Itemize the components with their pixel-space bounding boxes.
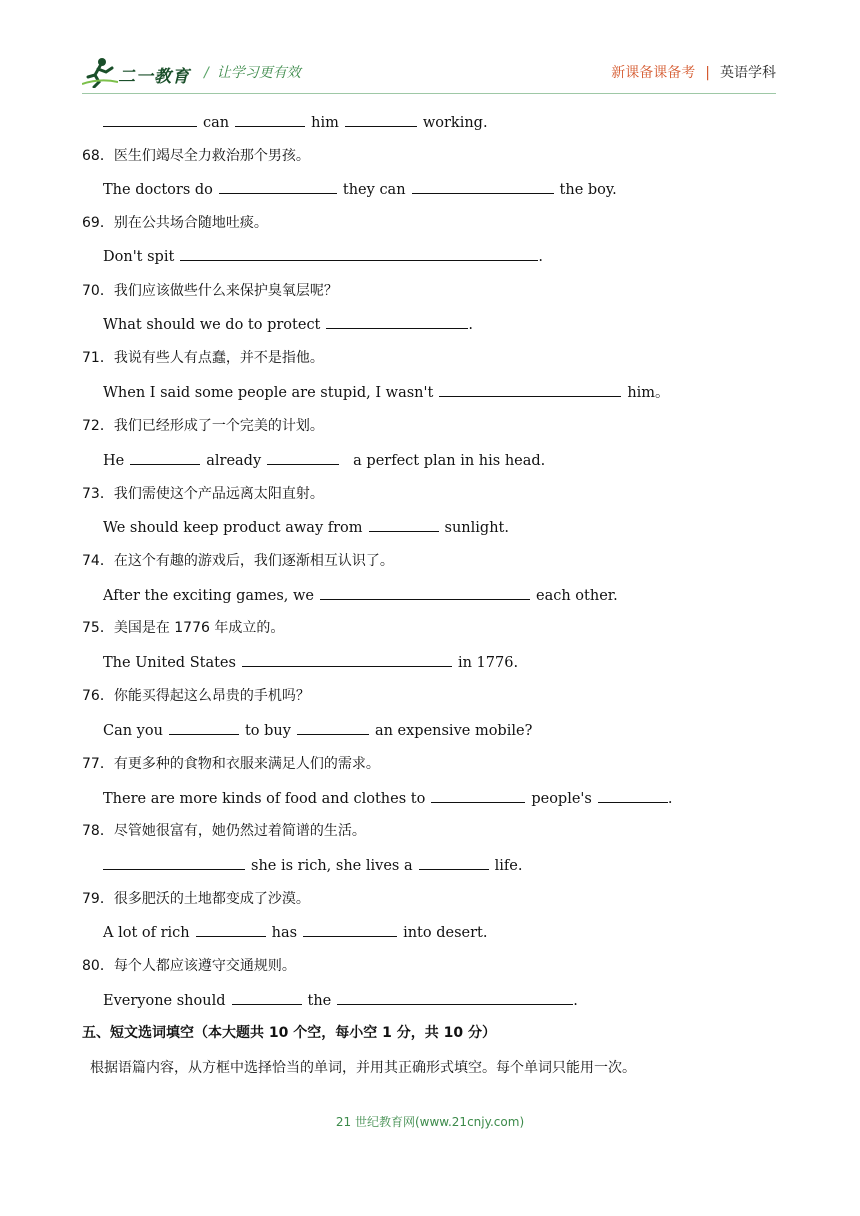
question-69-chinese bbox=[82, 213, 268, 233]
blank[interactable] bbox=[232, 990, 302, 1005]
question-number: 80． bbox=[82, 958, 114, 974]
text-part: What should we do to protect bbox=[103, 317, 321, 333]
question-number: 68． bbox=[82, 148, 114, 164]
text-part: the bbox=[307, 993, 332, 1009]
header-course-label: 新课备课备考 bbox=[611, 65, 696, 81]
question-number: 72． bbox=[82, 418, 114, 434]
text-part: . bbox=[538, 249, 543, 265]
text-part: . bbox=[468, 317, 473, 333]
slogan bbox=[204, 62, 301, 82]
chinese-sentence: 我们已经形成了一个完美的计划。 bbox=[113, 418, 324, 434]
blank[interactable] bbox=[303, 922, 397, 937]
question-74-english bbox=[103, 585, 618, 606]
chinese-sentence: 我们需使这个产品远离太阳直射。 bbox=[113, 486, 324, 502]
blank[interactable] bbox=[598, 788, 668, 803]
chinese-sentence: 我们应该做些什么来保护臭氧层呢？ bbox=[113, 283, 338, 299]
slogan-text: 让学习更有效 bbox=[216, 65, 301, 81]
question-number: 74． bbox=[82, 553, 114, 569]
question-73-english bbox=[103, 517, 509, 538]
question-number: 79． bbox=[82, 891, 114, 907]
chinese-sentence: 你能买得起这么昂贵的手机吗？ bbox=[113, 688, 310, 704]
blank[interactable] bbox=[235, 112, 305, 127]
text-part: to buy bbox=[244, 723, 291, 739]
question-80-english bbox=[103, 990, 578, 1011]
text-part: Everyone should bbox=[103, 993, 226, 1009]
chinese-sentence: 别在公共场合随地吐痰。 bbox=[113, 215, 268, 231]
question-72-english bbox=[103, 450, 545, 471]
question-76-english bbox=[103, 720, 532, 741]
text-part: A lot of rich bbox=[103, 925, 190, 941]
text-part: . bbox=[667, 791, 673, 807]
section-instruction: 根据语篇内容，从方框中选择恰当的单词，并用其正确形式填空。每个单词只能用一次。 bbox=[90, 1060, 636, 1076]
text-part: she is rich, she lives a bbox=[251, 858, 413, 874]
question-68-english bbox=[103, 179, 617, 200]
blank[interactable] bbox=[439, 382, 621, 397]
text-part: Don't spit bbox=[103, 249, 175, 265]
chinese-sentence: 每个人都应该遵守交通规则。 bbox=[113, 958, 296, 974]
runner-logo-icon bbox=[82, 56, 118, 88]
question-76-chinese bbox=[82, 686, 310, 706]
question-70-english bbox=[103, 314, 473, 335]
blank[interactable] bbox=[196, 922, 266, 937]
blank[interactable] bbox=[103, 855, 245, 870]
text-part: a perfect plan in his head. bbox=[353, 453, 546, 469]
question-number: 69． bbox=[82, 215, 114, 231]
blank[interactable] bbox=[369, 517, 439, 532]
question-68-chinese bbox=[82, 146, 310, 166]
question-79-chinese bbox=[82, 889, 310, 909]
text-part: people's bbox=[531, 791, 592, 807]
text-part: sunlight. bbox=[444, 520, 509, 536]
text-part: can bbox=[203, 115, 230, 131]
question-79-english bbox=[103, 922, 487, 943]
sentence-67-english bbox=[103, 112, 488, 133]
blank[interactable] bbox=[297, 720, 369, 735]
text-part: . bbox=[573, 993, 578, 1009]
text-part: He bbox=[103, 453, 125, 469]
blank[interactable] bbox=[326, 314, 468, 329]
page-footer: 21 世纪教育网(www.21cnjy.com) bbox=[335, 1115, 525, 1129]
text-part: life. bbox=[494, 858, 523, 874]
header-separator: | bbox=[705, 65, 710, 81]
question-number: 75． bbox=[82, 620, 114, 636]
text-part: they can bbox=[342, 182, 406, 198]
logo bbox=[82, 56, 194, 88]
chinese-sentence: 很多肥沃的土地都变成了沙漠。 bbox=[113, 891, 310, 907]
question-number: 76． bbox=[82, 688, 114, 704]
blank[interactable] bbox=[219, 179, 337, 194]
text-part: already bbox=[206, 453, 262, 469]
blank[interactable] bbox=[130, 450, 200, 465]
blank[interactable] bbox=[242, 652, 452, 667]
text-part: working. bbox=[422, 115, 488, 131]
blank[interactable] bbox=[431, 788, 525, 803]
question-75-english bbox=[103, 652, 518, 673]
section-title: 五、短文选词填空（本大题共 10 个空，每小空 1 分，共 10 分） bbox=[82, 1025, 496, 1041]
header-subject bbox=[611, 62, 776, 82]
blank[interactable] bbox=[345, 112, 417, 127]
text-part: Can you bbox=[103, 723, 163, 739]
chinese-sentence: 有更多种的食物和衣服来满足人们的需求。 bbox=[113, 756, 380, 772]
question-number: 71． bbox=[82, 350, 114, 366]
question-75-chinese bbox=[82, 618, 284, 638]
blank[interactable] bbox=[412, 179, 554, 194]
logo-text: 二一教育 bbox=[118, 67, 190, 87]
question-80-chinese bbox=[82, 956, 296, 976]
question-69-english bbox=[103, 246, 543, 267]
blank[interactable] bbox=[169, 720, 239, 735]
blank[interactable] bbox=[267, 450, 339, 465]
chinese-sentence: 在这个有趣的游戏后，我们逐渐相互认识了。 bbox=[113, 553, 394, 569]
page-header bbox=[82, 52, 776, 92]
text-part: The doctors do bbox=[103, 182, 213, 198]
chinese-sentence: 尽管她很富有，她仍然过着简谱的生活。 bbox=[113, 823, 366, 839]
chinese-sentence: 医生们竭尽全力救治那个男孩。 bbox=[113, 148, 310, 164]
question-number: 78． bbox=[82, 823, 114, 839]
question-72-chinese bbox=[82, 416, 324, 436]
text-part: him。 bbox=[627, 385, 670, 401]
question-number: 77． bbox=[82, 756, 114, 772]
question-number: 73． bbox=[82, 486, 114, 502]
question-74-chinese bbox=[82, 551, 394, 571]
header-rule bbox=[82, 93, 776, 94]
question-78-chinese bbox=[82, 821, 366, 841]
blank[interactable] bbox=[103, 112, 197, 127]
text-part: The United States bbox=[103, 655, 236, 671]
question-77-chinese bbox=[82, 754, 380, 774]
blank[interactable] bbox=[419, 855, 489, 870]
text-part: the boy. bbox=[559, 182, 617, 198]
question-77-english bbox=[103, 788, 672, 809]
text-part: each other. bbox=[536, 588, 618, 604]
text-part: When I said some people are stupid, I wasn't bbox=[103, 385, 434, 401]
question-71-english bbox=[103, 382, 670, 403]
blank[interactable] bbox=[180, 246, 538, 261]
blank[interactable] bbox=[337, 990, 573, 1005]
header-subject-label: 英语学科 bbox=[720, 65, 776, 81]
blank[interactable] bbox=[320, 585, 530, 600]
text-part: into desert. bbox=[403, 925, 488, 941]
text-part: There are more kinds of food and clothes to bbox=[103, 791, 426, 807]
text-part: has bbox=[271, 925, 298, 941]
text-part: an expensive mobile? bbox=[374, 723, 533, 739]
text-part: After the exciting games, we bbox=[103, 588, 315, 604]
question-number: 70． bbox=[82, 283, 114, 299]
question-71-chinese bbox=[82, 348, 324, 368]
text-part: We should keep product away from bbox=[103, 520, 363, 536]
chinese-sentence: 我说有些人有点蠢，并不是指他。 bbox=[113, 350, 324, 366]
question-70-chinese bbox=[82, 281, 338, 301]
question-73-chinese bbox=[82, 484, 324, 504]
question-78-english bbox=[103, 855, 522, 876]
slogan-slash: / bbox=[204, 65, 209, 81]
text-part: him bbox=[311, 115, 339, 131]
text-part: in 1776. bbox=[457, 655, 519, 671]
chinese-sentence: 美国是在 1776 年成立的。 bbox=[113, 620, 285, 636]
